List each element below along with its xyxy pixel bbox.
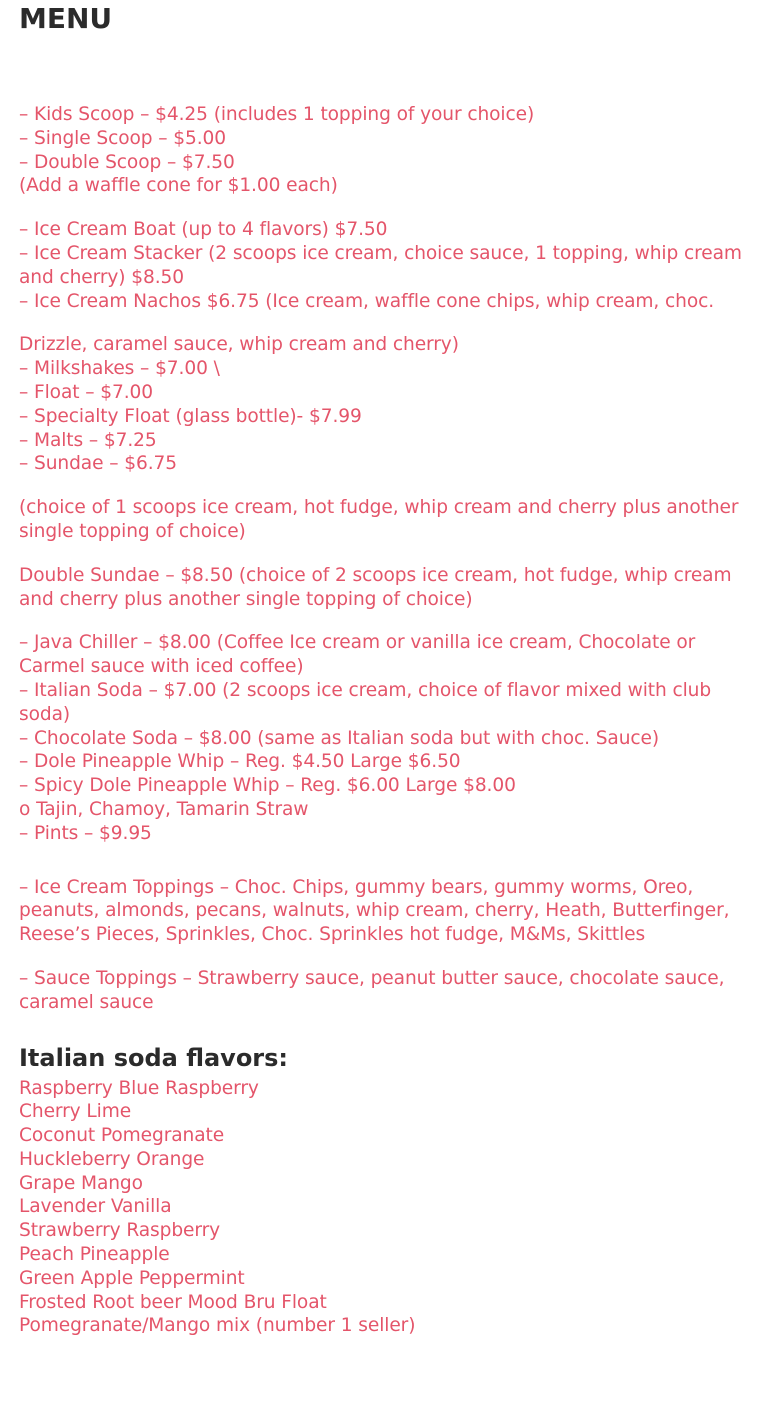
italian-soda-heading: Italian soda flavors: [19, 1043, 289, 1072]
menu-line: – Double Scoop – $7.50 [19, 151, 235, 173]
menu-section-sodas [19, 631, 751, 845]
menu-section-specialties [19, 218, 751, 313]
italian-soda-flavor-list [19, 1077, 751, 1339]
menu-line: – Sundae – $6.75 [19, 453, 177, 475]
menu-section-drinks [19, 333, 751, 476]
menu-section-toppings [19, 876, 751, 947]
menu-line: (choice of 1 scoops ice cream, hot fudge, whip cream and cherry plus another single topping of choice) [19, 497, 739, 542]
menu-line: Double Sundae – $8.50 (choice of 2 scoops ice cream, hot fudge, whip cream and cherry plus another single topping of choice) [19, 564, 732, 610]
flavor-item: Frosted Root beer Mood Bru Float [19, 1291, 327, 1313]
menu-title: MENU [19, 2, 113, 35]
menu-line: – Specialty Float (glass bottle)- $7.99 [19, 405, 362, 427]
menu-line: – Kids Scoop – $4.25 (includes 1 topping of your choice) [19, 104, 535, 125]
menu-line: – Ice Cream Toppings – Choc. Chips, gummy bears, gummy worms, Oreo, peanuts, almonds, pecans, walnuts, whip cream, cherry, Heath, Butterfinger, Reese’s Pieces, Sprinkles, Choc. Sprinkles hot fudge, M&Ms, Skittles [19, 876, 730, 946]
menu-line: – Malts – $7.25 [19, 429, 157, 451]
flavor-item: Coconut Pomegranate [19, 1125, 225, 1147]
menu-page [0, 2, 770, 1338]
menu-line: – Italian Soda – $7.00 (2 scoops ice cream, choice of flavor mixed with club soda) [19, 679, 712, 725]
flavor-item: Pomegranate/Mango mix (number 1 seller) [19, 1315, 416, 1337]
menu-line: – Dole Pineapple Whip – Reg. $4.50 Large $6.50 [19, 751, 461, 773]
menu-line: – Ice Cream Boat (up to 4 flavors) $7.50 [19, 219, 388, 241]
menu-line: Drizzle, caramel sauce, whip cream and cherry) [19, 334, 459, 356]
menu-line: (Add a waffle cone for $1.00 each) [19, 175, 338, 197]
menu-line: – Ice Cream Nachos $6.75 (Ice cream, waffle cone chips, whip cream, choc. [19, 290, 715, 312]
menu-line: – Chocolate Soda – $8.00 (same as Italian soda but with choc. Sauce) [19, 727, 660, 749]
flavor-item: Peach Pineapple [19, 1244, 170, 1266]
menu-line: – Ice Cream Stacker (2 scoops ice cream, choice sauce, 1 topping, whip cream and cherry) $8.50 [19, 242, 742, 288]
flavor-item: Grape Mango [19, 1172, 143, 1194]
flavor-item: Cherry Lime [19, 1101, 132, 1123]
menu-line: – Pints – $9.95 [19, 822, 152, 844]
flavor-item: Green Apple Peppermint [19, 1267, 245, 1289]
flavor-item: Strawberry Raspberry [19, 1220, 221, 1242]
menu-line: – Java Chiller – $8.00 (Coffee Ice cream or vanilla ice cream, Chocolate or Carmel sauce with iced coffee) [19, 632, 696, 678]
flavor-item: Raspberry Blue Raspberry [19, 1077, 259, 1099]
menu-line: – Spicy Dole Pineapple Whip – Reg. $6.00 Large $8.00 [19, 775, 516, 797]
menu-section-double-sundae [19, 564, 751, 612]
menu-line: – Sauce Toppings – Strawberry sauce, peanut butter sauce, chocolate sauce, caramel sauce [19, 967, 725, 1013]
menu-section-sundae-note [19, 496, 751, 544]
menu-line: – Float – $7.00 [19, 381, 153, 403]
menu-section-sauces [19, 967, 751, 1015]
menu-section-scoops [19, 103, 751, 198]
menu-line: – Milkshakes – $7.00 \ [19, 358, 220, 380]
menu-line: – Single Scoop – $5.00 [19, 127, 227, 149]
menu-line: o Tajin, Chamoy, Tamarin Straw [19, 798, 309, 820]
flavor-item: Huckleberry Orange [19, 1148, 205, 1170]
flavor-item: Lavender Vanilla [19, 1196, 172, 1218]
